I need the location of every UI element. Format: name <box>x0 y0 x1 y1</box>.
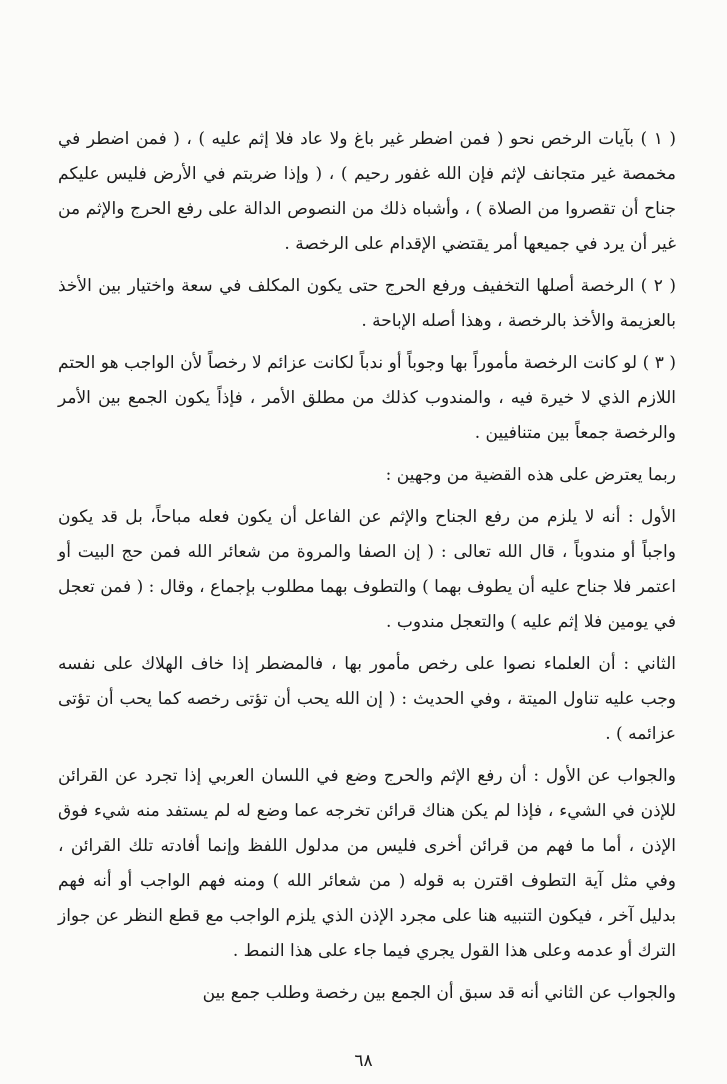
paragraph-first-objection: الأول : أنه لا يلزم من رفع الجناح والإثم عن الفاعل أن يكون فعله مباحاً، بل قد يكون واجباً أو مندوباً ، قال الله تعالى : ( إن الصفا والمروة من شعائر الله فمن حج البيت أو اعتمر فلا جناح عليه أن يطوف بهما ) والتطوف بهما مطلوب بإجماع ، وقال : ( فمن تعجل في يومين فلا إثم عليه ) والتعجل مندوب . <box>58 507 676 632</box>
paragraph-second-objection: الثاني : أن العلماء نصوا على رخص مأمور بها ، فالمضطر إذا خاف الهلاك على نفسه وجب عليه تناول الميتة ، وفي الحديث : ( إن الله يحب أن تؤتى رخصه كما يحب أن تؤتى عزائمه ) . <box>58 654 676 744</box>
paragraph-note-3: ( ٣ ) لو كانت الرخصة مأموراً بها وجوباً أو ندباً لكانت عزائم لا رخصاً لأن الواجب هو الحتم اللازم الذي لا خيرة فيه ، والمندوب كذلك من مطلق الأمر ، فإذاً يكون الجمع بين الأمر والرخصة جمعاً بين متنافيين . <box>58 353 676 443</box>
paragraph-first-answer: والجواب عن الأول : أن رفع الإثم والحرج وضع في اللسان العربي إذا تجرد عن القرائن للإذن في الشيء ، فإذا لم يكن هناك قرائن تخرجه عما وضع له لم يستفد منه شيء فوق الإذن ، أما ما فهم من قرائن أخرى فليس من مدلول اللفظ وإنما أفادته تلك القرائن ، وفي مثل آية التطوف اقترن به قوله ( من شعائر الله ) ومنه فهم الواجب أو أنه فهم بدليل آخر ، فيكون التنبيه هنا على مجرد الإذن الذي يلزم الواجب مع قطع النظر عن جواز الترك أو عدمه وعلى هذا القول يجري فيما جاء على هذا النمط . <box>58 766 676 961</box>
paragraph-second-answer: والجواب عن الثاني أنه قد سبق أن الجمع بين رخصة وطلب جمع بين <box>202 983 676 1003</box>
page-body <box>58 122 676 1011</box>
page-number: ٦٨ <box>354 1051 373 1071</box>
paragraph-objections-intro: ربما يعترض على هذه القضية من وجهين : <box>385 465 676 485</box>
paragraph-note-2: ( ٢ ) الرخصة أصلها التخفيف ورفع الحرج حتى يكون المكلف في سعة واختيار بين الأخذ بالعزيمة والأخذ بالرخصة ، وهذا أصله الإباحة . <box>58 276 676 331</box>
paragraph-note-1: ( ١ ) بآيات الرخص نحو ( فمن اضطر غير باغ ولا عاد فلا إثم عليه ) ، ( فمن اضطر في مخمصة غير متجانف لإثم فإن الله غفور رحيم ) ، ( وإذا ضربتم في الأرض فليس عليكم جناح أن تقصروا من الصلاة ) ، وأشباه ذلك من النصوص الدالة على رفع الحرج والإثم من غير أن يرد في جميعها أمر يقتضي الإقدام على الرخصة . <box>58 129 676 254</box>
